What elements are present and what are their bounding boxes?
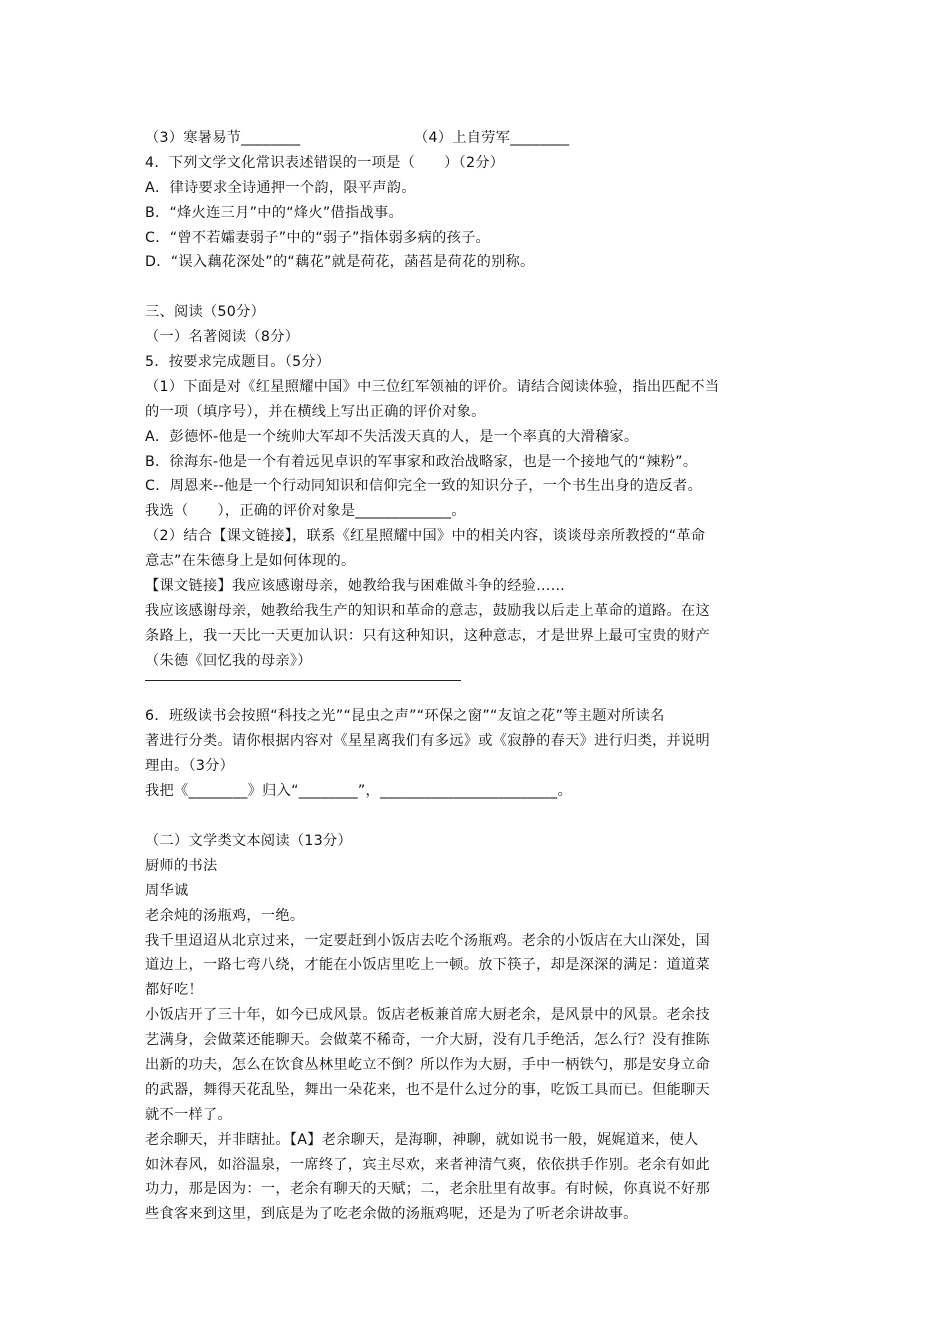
answer-rule-box bbox=[145, 680, 815, 705]
link-line-2: 条路上，我一天比一天更加认识：只有这种知识，这种意志，才是世界上最可宝贵的财产 bbox=[145, 627, 711, 644]
q6-line-3: 理由。（3分） bbox=[145, 758, 235, 775]
answer-rule bbox=[145, 680, 461, 681]
q5-option-c: C．周恩来--他是一个行动同知识和信仰完全一致的知识分子，一个书生出身的造反者。 bbox=[145, 478, 703, 495]
paragraph-2-line-3: 都好吃！ bbox=[145, 982, 203, 999]
q3-item-3: （3）寒暑易节________ bbox=[145, 130, 301, 146]
q5-option-a: A．彭德怀-他是一个统帅大军却不失活泼天真的人，是一个率真的大滑稽家。 bbox=[145, 428, 639, 445]
q3-item-4: （4）上自劳军________ bbox=[414, 130, 570, 146]
link-title: 【课文链接】我应该感谢母亲，她教给我与困难做斗争的经验…… bbox=[145, 578, 566, 595]
paragraph-4-line-3: 功力，那是因为：一，老余有聊天的天赋；二，老余肚里有故事。有时候，你真说不好那 bbox=[145, 1181, 711, 1198]
link-source: （朱德《回忆我的母亲》） bbox=[145, 652, 312, 669]
q4-option-d: D．“误入藕花深处”的“藕花”就是荷花，菡萏是荷花的别称。 bbox=[145, 254, 535, 271]
link-line-1: 我应该感谢母亲，她教给我生产的知识和革命的意志，鼓励我以后走上革命的道路。在这 bbox=[145, 602, 711, 619]
paragraph-2-line-2: 道边上，一路七弯八绕，才能在小饭店里吃上一顿。放下筷子，却是深深的满足：道道菜 bbox=[145, 957, 711, 974]
paragraph-3-line-1: 小饭店开了三十年，如今已成风景。饭店老板兼首席大厨老余，是风景中的风景。老余技 bbox=[145, 1007, 711, 1024]
paragraph-1: 老余炖的汤瓶鸡，一绝。 bbox=[145, 907, 305, 924]
part-1-title: （一）名著阅读（8分） bbox=[145, 329, 300, 346]
paragraph-4-line-2: 如沐春风，如浴温泉，一席终了，宾主尽欢，来者神清气爽，依依拱手作别。老余有如此 bbox=[145, 1156, 711, 1173]
q4-option-a: A．律诗要求全诗通押一个韵，限平声韵。 bbox=[145, 179, 416, 196]
q5-1-line-2: 的一项（填序号），并在横线上写出正确的评价对象。 bbox=[145, 403, 486, 420]
article-author: 周华诚 bbox=[145, 882, 189, 899]
part-2-title: （二）文学类文本阅读（13分） bbox=[145, 832, 352, 849]
document-page bbox=[145, 126, 815, 1227]
section-3-title: 三、阅读（50分） bbox=[145, 304, 266, 321]
spacer bbox=[145, 804, 815, 829]
q5-1-line-1: （1）下面是对《红星照耀中国》中三位红军领袖的评价。请结合阅读体验，指出匹配不当 bbox=[145, 378, 720, 395]
q4-option-b: B．“烽火连三月”中的“烽火”借指战事。 bbox=[145, 204, 403, 221]
article-title: 厨师的书法 bbox=[145, 857, 218, 874]
paragraph-3-line-5: 就不一样了。 bbox=[145, 1106, 232, 1123]
q3-fill-line bbox=[145, 126, 815, 151]
q6-line-1: 6．班级读书会按照“科技之光”“昆虫之声”“环保之窗”“友谊之花”等主题对所读名 bbox=[145, 708, 665, 725]
q4-option-c: C．“曾不若孀妻弱子”中的“弱子”指体弱多病的孩子。 bbox=[145, 229, 491, 246]
q6-answer-line: 我把《________》归入“________”，________________________。 bbox=[145, 783, 572, 800]
q5-stem: 5．按要求完成题目。（5分） bbox=[145, 354, 331, 371]
q4-stem: 4．下列文学文化常识表述错误的一项是（ ）（2分） bbox=[145, 154, 505, 171]
paragraph-2-line-1: 我千里迢迢从北京过来，一定要赶到小饭店去吃个汤瓶鸡。老余的小饭店在大山深处，国 bbox=[145, 932, 711, 949]
q5-option-b: B．徐海东-他是一个有着远见卓识的军事家和政治战略家，也是一个接地气的“辣粉”。 bbox=[145, 453, 698, 470]
paragraph-3-line-3: 出新的功夫，怎么在饮食丛林里屹立不倒？所以作为大厨，手中一柄铁勺，那是安身立命 bbox=[145, 1056, 711, 1073]
paragraph-3-line-4: 的武器，舞得天花乱坠，舞出一朵花来，也不是什么过分的事，吃饭工具而已。但能聊天 bbox=[145, 1081, 711, 1098]
paragraph-4-line-1: 老余聊天，并非瞎扯。【A】老余聊天，是海聊，神聊，就如说书一般，娓娓道来，使人 bbox=[145, 1131, 699, 1148]
q5-2-line-2: 意志”在朱德身上是如何体现的。 bbox=[145, 553, 356, 570]
paragraph-4-line-4: 些食客来到这里，到底是为了吃老余做的汤瓶鸡呢，还是为了听老余讲故事。 bbox=[145, 1206, 638, 1223]
spacer bbox=[145, 275, 815, 300]
paragraph-3-line-2: 艺满身，会做菜还能聊天。会做菜不稀奇，一介大厨，没有几手绝活，怎么行？没有推陈 bbox=[145, 1032, 711, 1049]
q6-line-2: 著进行分类。请你根据内容对《星星离我们有多远》或《寂静的春天》进行归类，并说明 bbox=[145, 733, 711, 750]
q5-2-line-1: （2）结合【课文链接】，联系《红星照耀中国》中的相关内容，谈谈母亲所教授的“革命 bbox=[145, 528, 706, 545]
q5-answer-line: 我选（ ），正确的评价对象是_____________。 bbox=[145, 503, 466, 520]
